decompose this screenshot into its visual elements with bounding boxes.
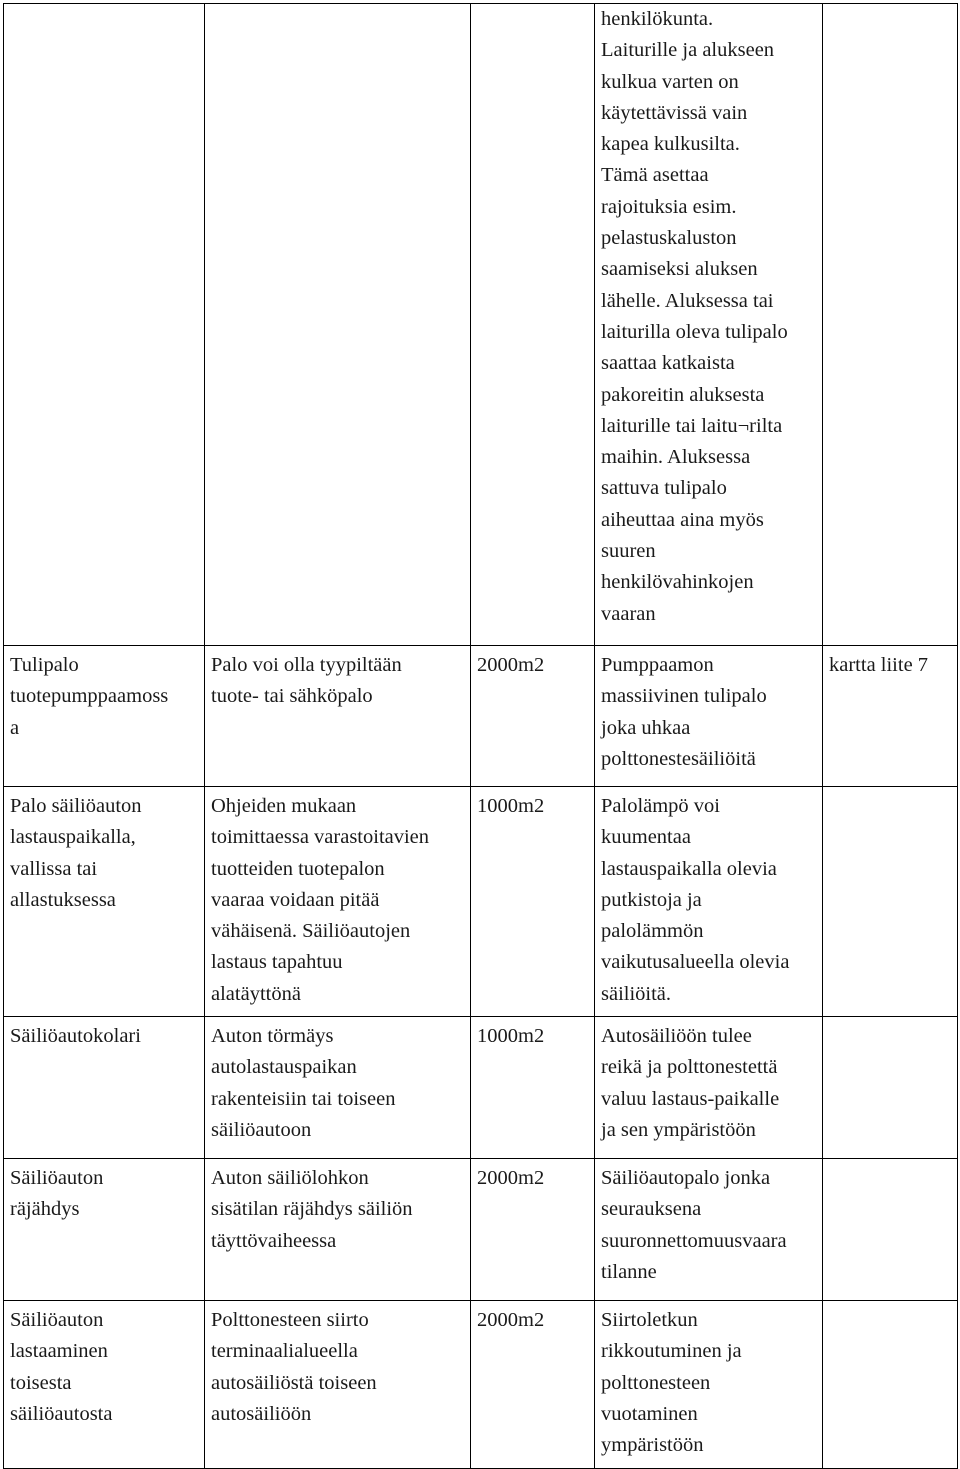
risk-table [3, 3, 958, 1469]
cell-consequence: Palolämpö voi kuumentaa lastauspaikalla olevia putkistoja ja palolämmön vaikutusalueella olevia säiliöitä. [595, 787, 823, 1017]
table-row [4, 787, 958, 1017]
table-row [4, 1017, 958, 1159]
cell-area: 2000m2 [471, 1301, 595, 1468]
cell-cause: Palo voi olla tyypiltään tuote- tai sähköpalo [205, 646, 471, 787]
cell-cause: Ohjeiden mukaan toimittaessa varastoitavien tuotteiden tuotepalon vaaraa voidaan pitää vähäisenä. Säiliöautojen lastaus tapahtuu alatäyttönä [205, 787, 471, 1017]
cell-cause: Auton törmäys autolastauspaikan rakenteisiin tai toiseen säiliöautoon [205, 1017, 471, 1159]
cell-consequence: Säiliöautopalo jonka seurauksena suuronnettomuusvaara tilanne [595, 1159, 823, 1301]
cell-area: 2000m2 [471, 646, 595, 787]
cell-area: 1000m2 [471, 787, 595, 1017]
cell-area: 2000m2 [471, 1159, 595, 1301]
cell-hazard [4, 4, 205, 646]
cell-consequence: Siirtoletkun rikkoutuminen ja polttonesteen vuotaminen ympäristöön [595, 1301, 823, 1468]
cell-cause: Auton säiliölohkon sisätilan räjähdys säiliön täyttövaiheessa [205, 1159, 471, 1301]
cell-consequence: henkilökunta. Laiturille ja alukseen kulkua varten on käytettävissä vain kapea kulkusilta. Tämä asettaa rajoituksia esim. pelastuskaluston saamiseksi aluksen lähelle. Aluksessa tai laiturilla oleva tulipalo saattaa katkaista pakoreitin aluksesta laiturille tai laitu¬rilta maihin. Aluksessa sattuva tulipalo aiheuttaa aina myös suuren henkilövahinkojen vaaran [595, 4, 823, 646]
cell-reference [823, 1159, 958, 1301]
cell-hazard: Säiliöautokolari [4, 1017, 205, 1159]
table-row [4, 4, 958, 646]
cell-hazard: Palo säiliöauton lastauspaikalla, vallissa tai allastuksessa [4, 787, 205, 1017]
cell-reference [823, 787, 958, 1017]
table-row [4, 646, 958, 787]
cell-cause [205, 4, 471, 646]
cell-area: 1000m2 [471, 1017, 595, 1159]
cell-reference [823, 1301, 958, 1468]
cell-consequence: Autosäiliöön tulee reikä ja polttonestettä valuu lastaus-paikalle ja sen ympäristöön [595, 1017, 823, 1159]
cell-reference [823, 4, 958, 646]
table-row [4, 1301, 958, 1468]
cell-reference: kartta liite 7 [823, 646, 958, 787]
cell-hazard: Säiliöauton räjähdys [4, 1159, 205, 1301]
cell-cause: Polttonesteen siirto terminaalialueella autosäiliöstä toiseen autosäiliöön [205, 1301, 471, 1468]
cell-hazard: Säiliöauton lastaaminen toisesta säiliöautosta [4, 1301, 205, 1468]
cell-consequence: Pumppaamon massiivinen tulipalo joka uhkaa polttonestesäiliöitä [595, 646, 823, 787]
cell-area [471, 4, 595, 646]
cell-reference [823, 1017, 958, 1159]
table-row [4, 1159, 958, 1301]
cell-hazard: Tulipalo tuotepumppaamoss a [4, 646, 205, 787]
